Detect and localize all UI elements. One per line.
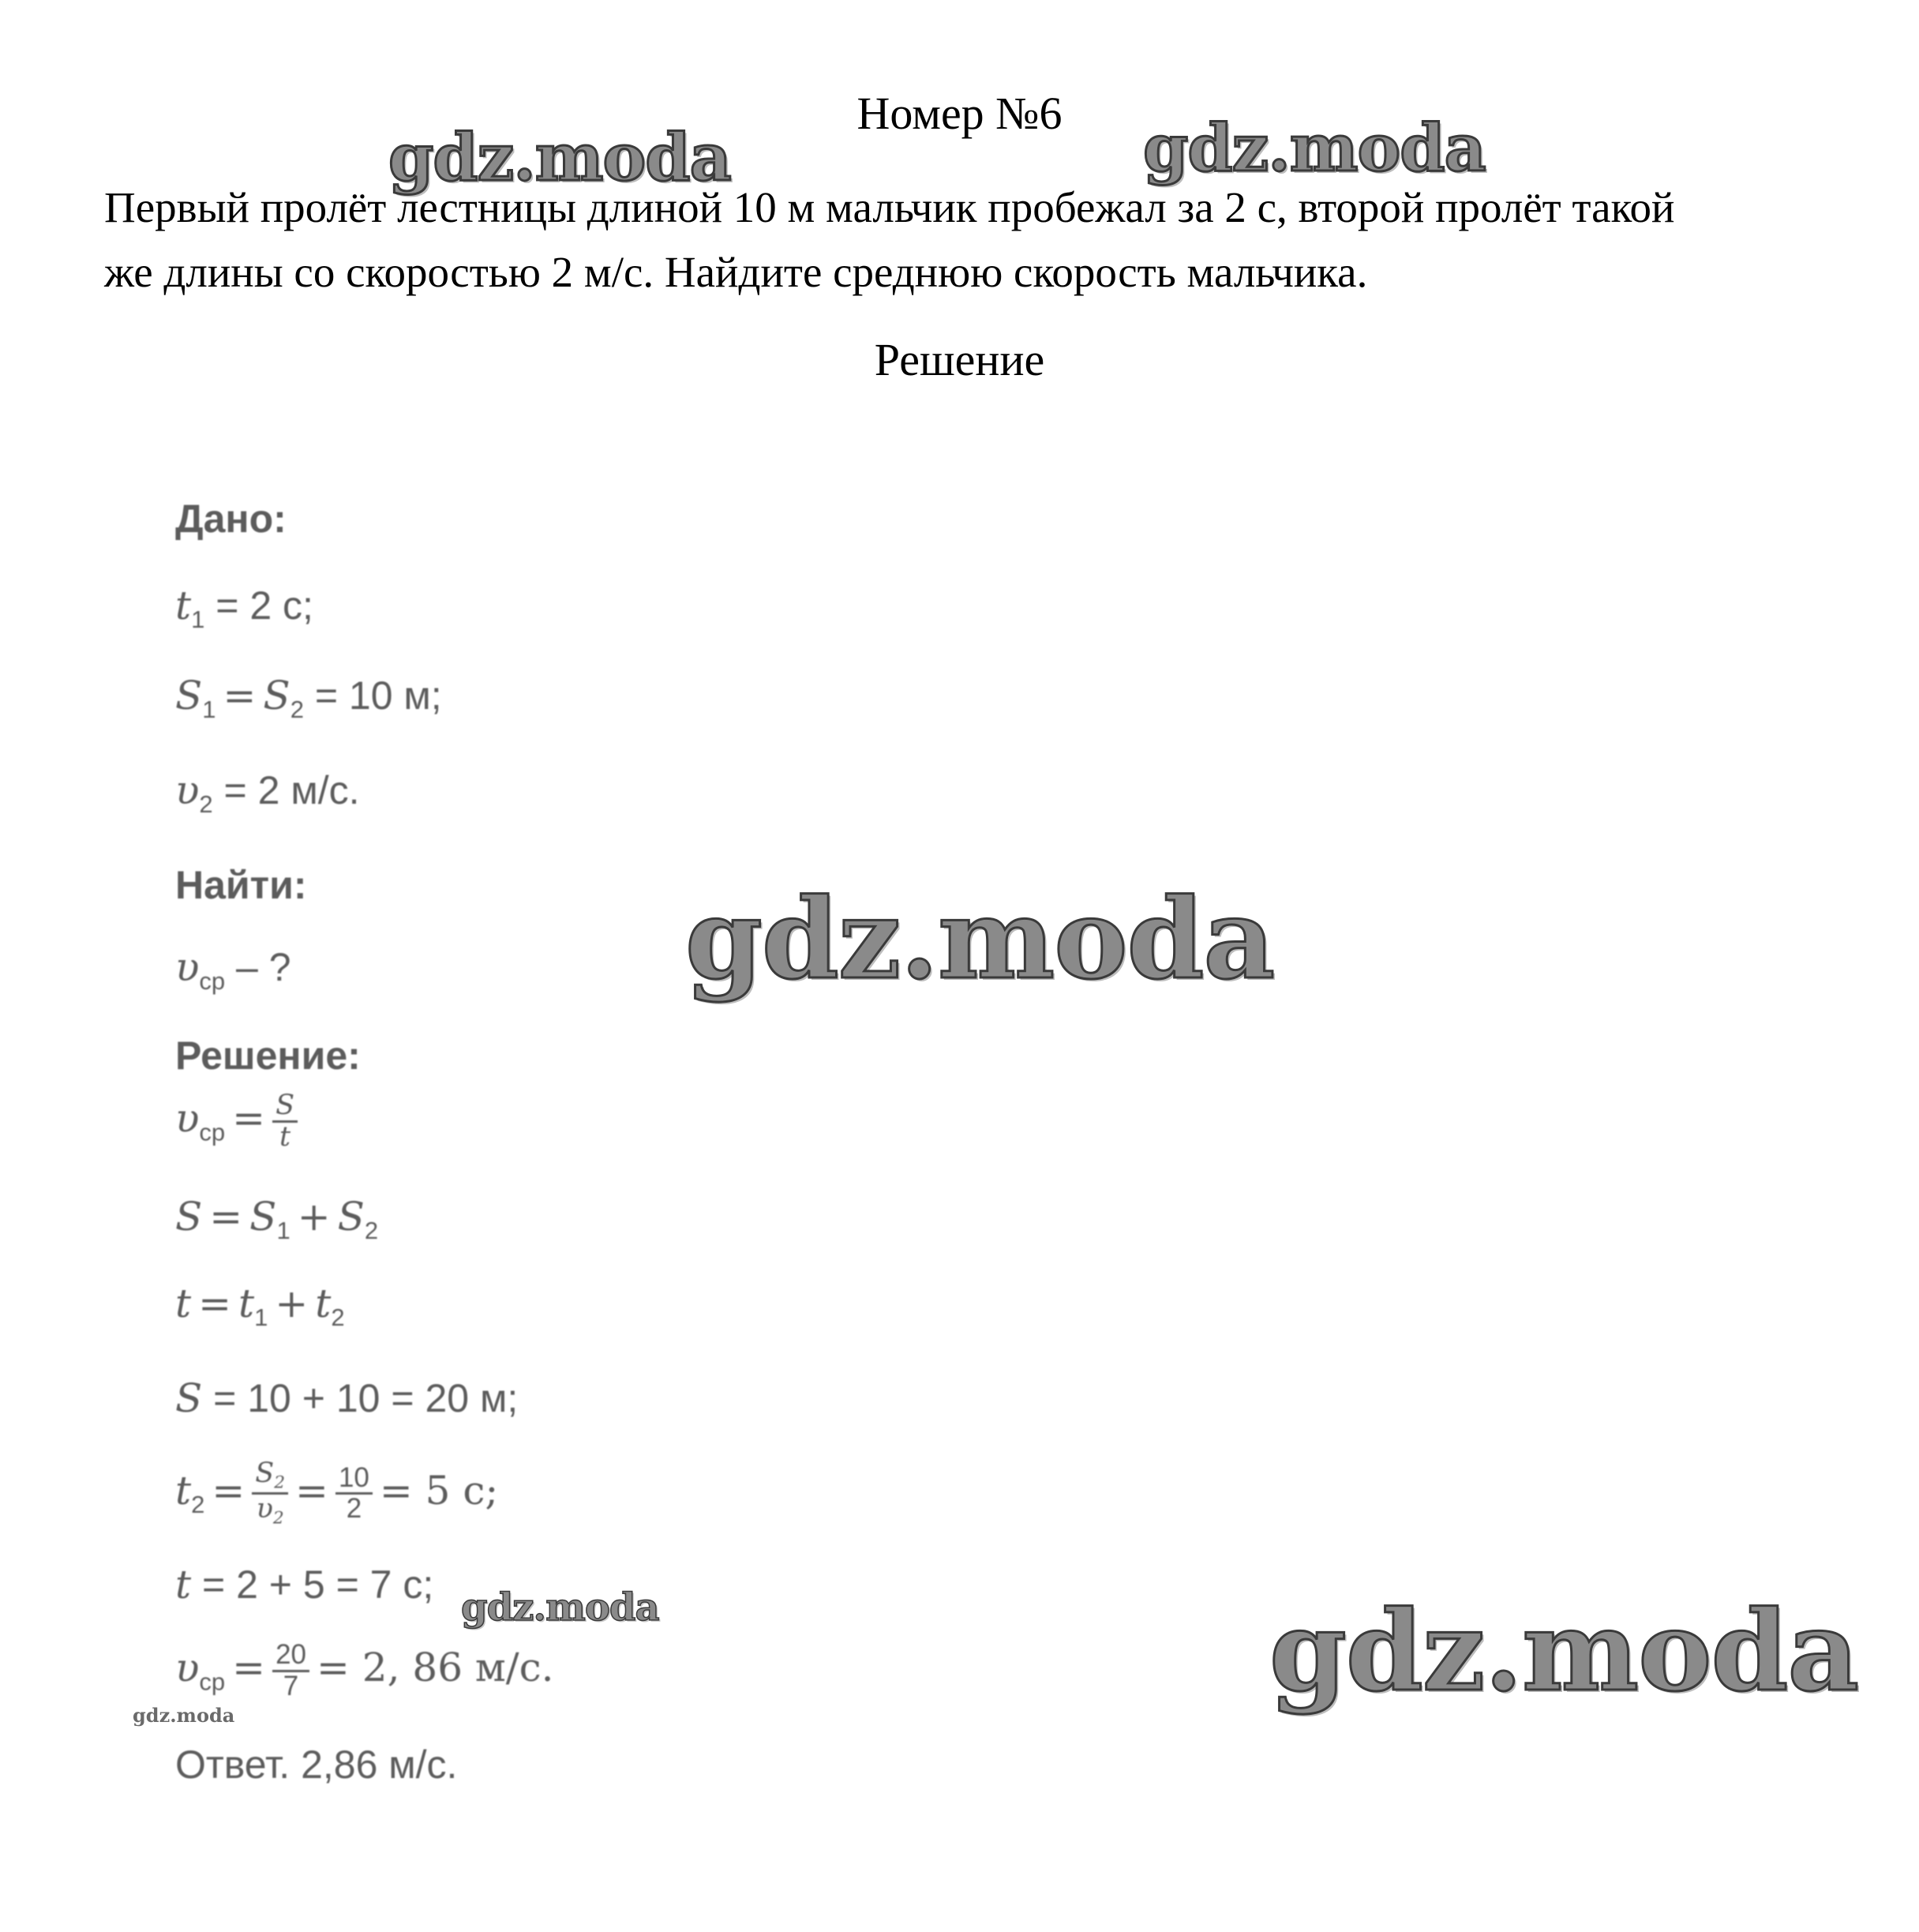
page-title: Номер №6 [856, 88, 1063, 139]
calc-total-time: t = 2 + 5 = 7 с; [175, 1562, 434, 1607]
given-label: Дано: [175, 497, 287, 541]
watermark-tiny: gdz.moda [133, 1704, 235, 1727]
answer: Ответ. 2,86 м/с. [175, 1743, 458, 1787]
calc-t2: $t_2$ = $\frac{S_2}{\upsilon_2}$ = $\frac{10}{2}$ = 5 с; [175, 1457, 499, 1529]
problem-statement [104, 175, 1841, 305]
watermark-top-right: gdz.moda [1143, 111, 1486, 186]
watermark-small-middle: gdz.moda [461, 1585, 659, 1630]
problem-line-1: Первый пролёт лестницы длиной 10 м мальчик пробежал за 2 с, второй пролёт такой [104, 183, 1675, 231]
given-t1: $t_1 = 2$ с; [175, 583, 313, 633]
calc-average-speed: $\upsilon_{ср}$ = $\frac{20}{7}$ = 2, 86 м/с. [175, 1639, 554, 1701]
given-s: $S_1 = S_2 = 10$ м; [175, 673, 442, 723]
find-v: $\upsilon_{ср}$ – ? [175, 944, 291, 995]
formula-total-time: $t = t_1 + t_2$ [175, 1281, 345, 1331]
find-label: Найти: [175, 863, 307, 907]
formula-total-distance: $S = S_1 + S_2$ [175, 1194, 379, 1244]
formula-average-speed: $\upsilon_{ср}$ = $\frac{S}{t}$ [175, 1091, 298, 1152]
solution-label: Решение: [175, 1034, 361, 1078]
watermark-center: gdz.moda [685, 875, 1275, 1004]
calc-distance: S = 10 + 10 = 20 м; [175, 1375, 519, 1421]
watermark-top-left: gdz.moda [388, 120, 731, 196]
problem-line-2: же длины со скоростью 2 м/с. Найдите среднюю скорость мальчика. [104, 248, 1368, 296]
given-v2: $\upsilon_2 = 2$ м/с. [175, 767, 360, 818]
watermark-bottom-right: gdz.moda [1269, 1587, 1859, 1716]
solution-heading: Решение [874, 334, 1045, 385]
